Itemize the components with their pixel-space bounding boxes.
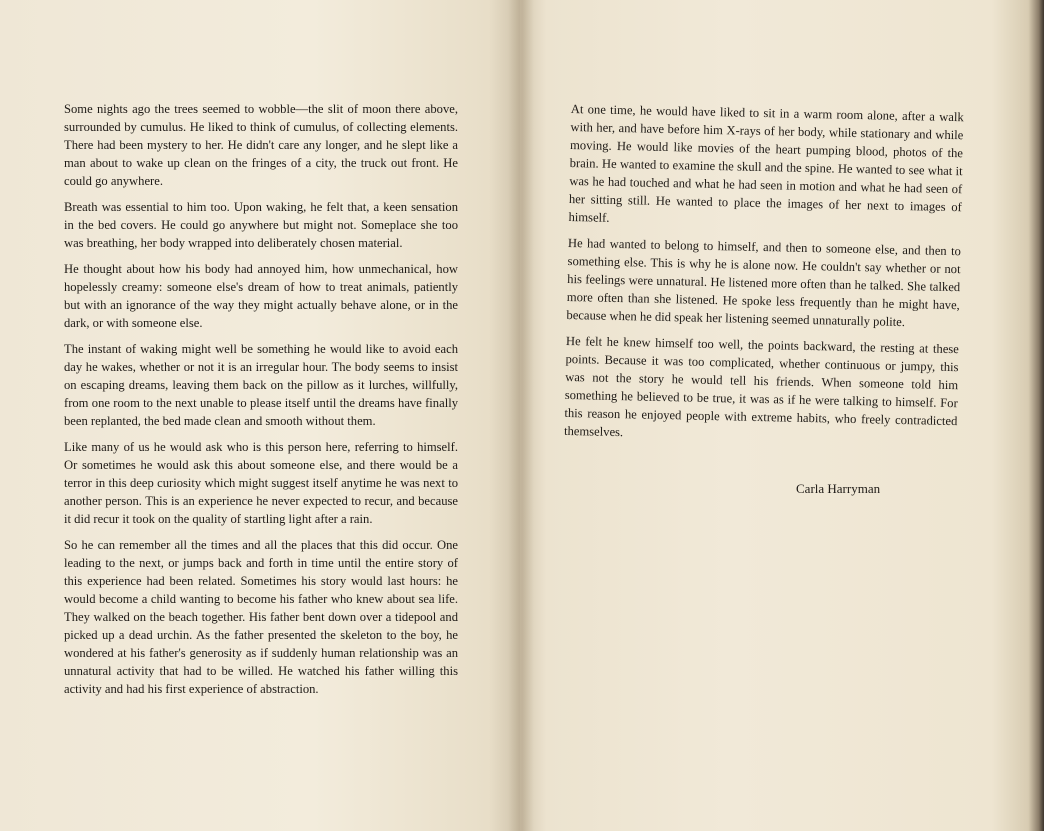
- paragraph: He thought about how his body had annoyed him, how unmechanical, how hopelessly creamy: someone else's dream of how to treat animals, patiently but with an ignorance of the way they might actually behave alone, or in the dark, or with someone else.: [64, 262, 458, 330]
- paragraph: So he can remember all the times and all the places that this did occur. One leading to the next, or jumps back and forth in time until the entire story of this experience had been related. Sometimes his story would last hours: he would become a child wanting to become his father who knew about sea life. They walked on the beach together. His father bent down over a tidepool and picked up a dead urchin. As the father presented the skeleton to the boy, he wondered at his father's generosity as if suddenly human relationship was an unnatural activity that had to be willed. He watched his father willing this activity and had his first experience of abstraction.: [64, 538, 458, 696]
- paragraph: Like many of us he would ask who is this person here, referring to himself. Or sometimes he would ask this about someone else, and there would be a terror in this deep curiosity which might suggest itself anytime he was next to another person. This is an experience he never expected to recur, and because it did recur it took on the quality of startling light after a rain.: [64, 440, 458, 526]
- paragraph: He felt he knew himself too well, the points backward, the resting at these points. Because it was too complicated, whether continuous or jumpy, this was not the story he would tell his friends. When someone told him something he believed to be true, it was as if he were talking to himself. For this reason he enjoyed people with extreme habits, who freely contradicted themselves.: [563, 333, 960, 440]
- paragraph: Some nights ago the trees seemed to wobble—the slit of moon there above, surrounded by cumulus. He liked to think of cumulus, of collecting elements. There had been mystery to her. He didn't care any longer, and he slept like a man about to wake up clean on the fringes of a city, the truck out front. He could go anywhere.: [64, 102, 458, 188]
- left-page: [0, 0, 520, 831]
- author-signature: Carla Harryman: [796, 481, 881, 496]
- left-page-text: [64, 100, 458, 706]
- paragraph: At one time, he would have liked to sit in a warm room alone, after a walk with her, and have before him X-rays of her body, while stationary and while moving. He would like movies of the heart pumping blood, photos of the brain. He wanted to examine the skull and the spine. He wanted to see what it was he had touched and what he had seen in motion and what he had seen of her sitting still. He wanted to place the images of her next to images of himself.: [568, 101, 964, 225]
- right-page: [520, 0, 1044, 831]
- paragraph: He had wanted to belong to himself, and then to someone else, and then to something else. This is why he is alone now. He couldn't say whether or not his feelings were unnatural. He listened more often than he talked. She talked more often than she listened. He spoke less frequently than he might have, because when he did speak her listening seemed unnaturally polite.: [566, 235, 962, 330]
- paragraph: The instant of waking might well be something he would like to avoid each day he wakes, whether or not it is an irregular hour. The body seems to insist on escaping dreams, leaving them back on the pillow as it lurches, willfully, from one room to the next unable to please itself until the dreams have finally been replanted, the bed made clean and smooth without them.: [64, 342, 458, 428]
- paragraph: Breath was essential to him too. Upon waking, he felt that, a keen sensation in the bed covers. He could go anywhere but might not. Someplace she too was breathing, her body wrapped into deliberately chosen material.: [64, 200, 458, 250]
- right-page-text: [564, 100, 964, 456]
